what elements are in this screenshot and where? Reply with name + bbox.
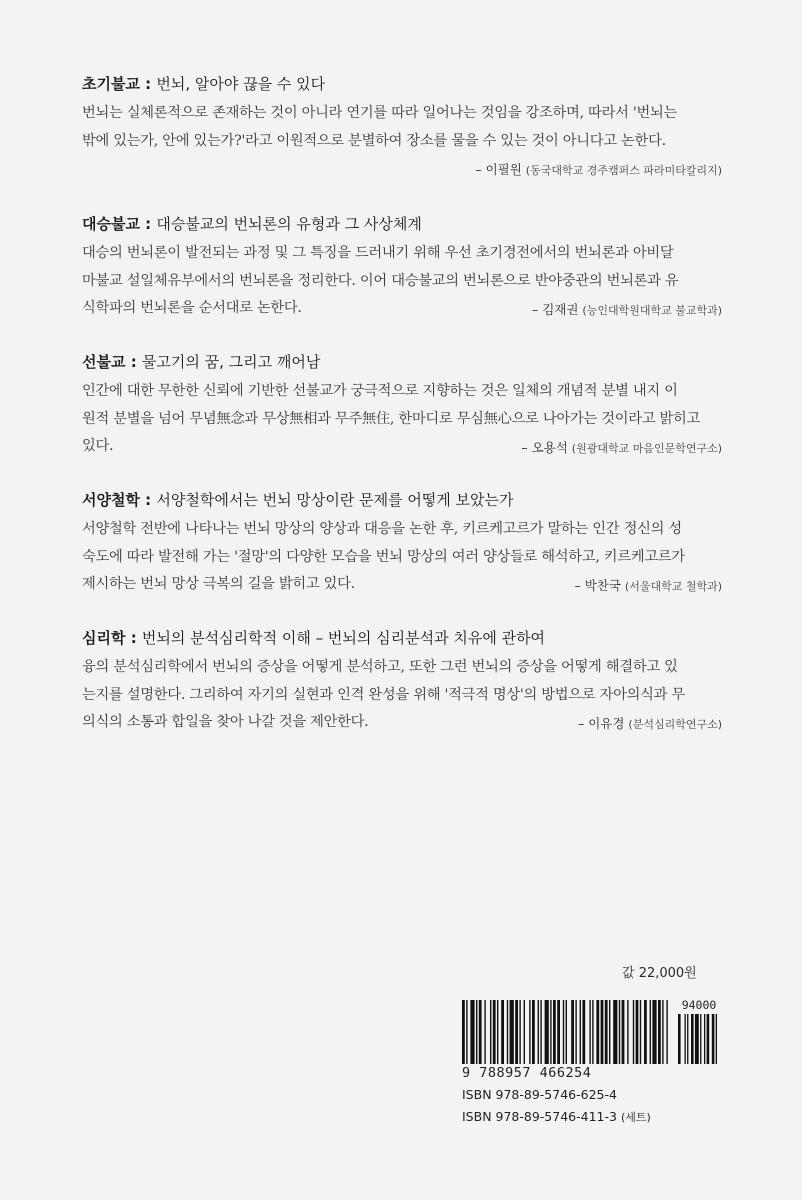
section-title: 심리학 :	[82, 629, 142, 647]
body-line: 의식의 소통과 합일을 찾아 나갈 것을 제안한다.	[82, 714, 369, 730]
body-line: 인간에 대한 무한한 신뢰에 기반한 선불교가 궁극적으로 지향하는 것은 일체의 개념적 분별 내지 이	[82, 383, 678, 399]
section-subtitle: 대승불교의 번뇌론의 유형과 그 사상체계	[156, 215, 422, 233]
author-affiliation: (능인대학원대학교 불교학과)	[582, 304, 722, 317]
section-mahayana	[82, 214, 722, 324]
author-affiliation: (원광대학교 마음인문학연구소)	[571, 442, 722, 455]
body-line: 서양철학 전반에 나타나는 번뇌 망상의 양상과 대응을 논한 후, 키르케고르가 말하는 인간 정신의 성	[82, 521, 682, 537]
section-heading	[82, 214, 722, 234]
section-psychology	[82, 628, 722, 738]
body-line: 번뇌는 실체론적으로 존재하는 것이 아니라 연기를 따라 일어나는 것임을 강조하며, 따라서 '번뇌는	[82, 105, 677, 121]
author-name: – 박찬국	[574, 578, 621, 593]
author-credit	[532, 300, 722, 318]
author-name: – 김재권	[531, 302, 579, 317]
section-subtitle: 물고기의 꿈, 그리고 깨어남	[141, 353, 321, 371]
section-heading	[82, 352, 722, 372]
author-affiliation: (동국대학교 경주캠퍼스 파라미타칼리지)	[525, 164, 722, 177]
section-early-buddhism	[82, 74, 722, 184]
author-credit	[475, 160, 722, 178]
body-line: 있다.	[82, 438, 114, 454]
body-line: 는지를 설명한다. 그리하여 자기의 실현과 인격 완성을 위해 '적극적 명상'의 방법으로 자아의식과 무	[82, 686, 685, 703]
body-line: 숙도에 따라 발전해 가는 '절망'의 다양한 모습을 번뇌 망상의 여러 양상들로 해석하고, 키르케고르가	[82, 548, 685, 565]
section-title: 선불교 :	[82, 353, 142, 371]
section-title: 대승불교 :	[82, 215, 157, 233]
barcode-number: 9 788957 466254	[462, 1065, 592, 1081]
section-subtitle: 번뇌의 분석심리학적 이해 – 번뇌의 심리분석과 치유에 관하여	[141, 629, 546, 647]
section-title: 서양철학 :	[82, 491, 157, 509]
author-credit	[578, 714, 722, 732]
author-affiliation: (서울대학교 철학과)	[624, 580, 722, 593]
section-body	[82, 100, 722, 155]
barcode-addon-number: 94000	[676, 998, 722, 1012]
section-subtitle: 서양철학에서는 번뇌 망상이란 문제를 어떻게 보았는가	[156, 491, 514, 509]
section-title: 초기불교 :	[82, 75, 157, 93]
section-subtitle: 번뇌, 알아야 끊을 수 있다	[156, 75, 326, 93]
price-label: 값 22,000원	[622, 966, 697, 981]
author-name: – 오용석	[521, 440, 568, 455]
body-line: 원적 분별을 넘어 무념無念과 무상無相과 무주無住, 한마디로 무심無心으로 나아가는 것이라고 밝히고	[82, 410, 701, 427]
body-line: 식학파의 번뇌론을 순서대로 논한다.	[82, 300, 302, 316]
author-credit	[521, 438, 722, 456]
body-line: 융의 분석심리학에서 번뇌의 증상을 어떻게 분석하고, 또한 그런 번뇌의 증상을 어떻게 해결하고 있	[82, 659, 678, 675]
author-name: – 이유경	[577, 716, 625, 731]
isbn-text: ISBN 978-89-5746-625-4	[462, 1087, 617, 1102]
section-heading	[82, 628, 722, 648]
body-line: 마불교 설일체유부에서의 번뇌론을 정리한다. 이어 대승불교의 번뇌론으로 반야중관의 번뇌론과 유	[82, 272, 679, 289]
body-line: 밖에 있는가, 안에 있는가?'라고 이원적으로 분별하여 장소를 물을 수 있는 것이 아니다고 논한다.	[82, 132, 666, 149]
section-heading	[82, 74, 722, 94]
section-seon-buddhism	[82, 352, 722, 462]
author-affiliation: (분석심리학연구소)	[628, 718, 722, 731]
body-line: 대승의 번뇌론이 발전되는 과정 및 그 특징을 드러내기 위해 우선 초기경전에서의 번뇌론과 아비달	[82, 245, 674, 261]
isbn-line-set	[462, 1109, 651, 1125]
author-credit	[574, 576, 722, 594]
body-line: 제시하는 번뇌 망상 극복의 길을 밝히고 있다.	[82, 576, 355, 592]
author-name: – 이필원	[475, 162, 522, 177]
isbn-text: ISBN 978-89-5746-411-3	[462, 1109, 617, 1124]
isbn-line	[462, 1087, 617, 1102]
isbn-set-label: (세트)	[620, 1111, 651, 1124]
section-heading	[82, 490, 722, 510]
section-western-philosophy	[82, 490, 722, 600]
